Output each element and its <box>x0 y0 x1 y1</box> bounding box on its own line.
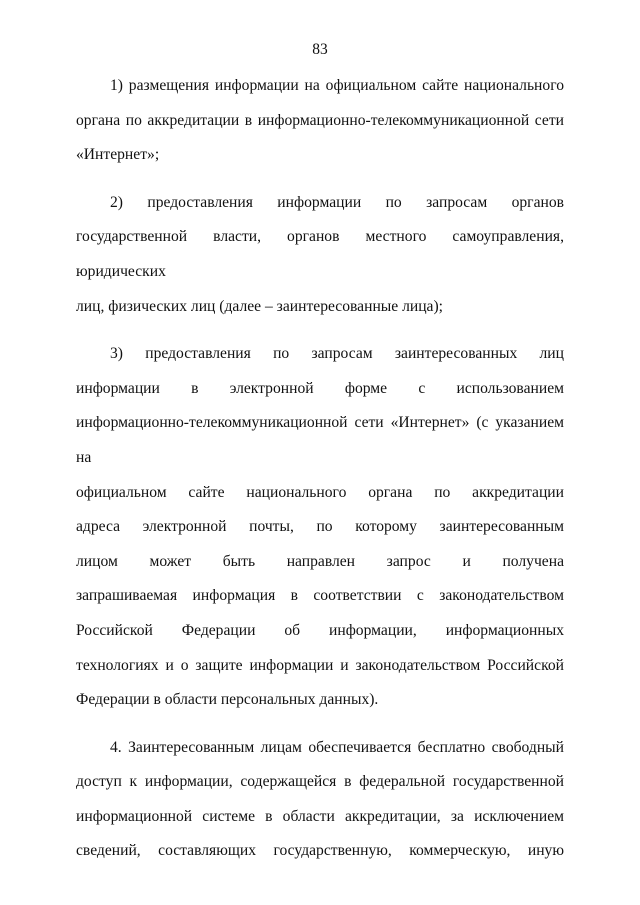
paragraph-item-1 <box>76 69 564 173</box>
text-line: 1) размещения информации на официальном сайте национального <box>110 77 564 94</box>
text-line: государственной власти, органов местного самоуправления, юридических <box>76 228 564 280</box>
text-line: 3) предоставления по запросам заинтересованных лиц <box>110 345 564 363</box>
text-line: запрашиваемая информация в соответствии с законодательством <box>76 587 564 605</box>
text-line: 2) предоставления информации по запросам органов <box>110 193 564 211</box>
text-line: сведений, составляющих государственную, коммерческую, иную <box>76 842 564 860</box>
text-line: Федерации в области персональных данных). <box>76 691 379 709</box>
text-line: официальном сайте национального органа по аккредитации <box>76 483 564 501</box>
text-line: лицом может быть направлен запрос и получена <box>76 552 564 570</box>
paragraph-item-3 <box>76 337 564 718</box>
text-line: Российской Федерации об информации, информационных <box>76 621 564 639</box>
paragraph-4 <box>76 731 564 869</box>
text-line: «Интернет»; <box>76 146 160 164</box>
text-line: информации в электронной форме с использованием <box>76 379 564 397</box>
text-line: технологиях и о защите информации и законодательством Российской <box>76 656 564 674</box>
text-line: информационно-телекоммуникационной сети «Интернет» (с указанием на <box>76 414 564 466</box>
text-line: доступ к информации, содержащейся в федеральной государственной <box>76 773 564 791</box>
document-body <box>76 69 564 882</box>
text-line: адреса электронной почты, по которому заинтересованным <box>76 518 564 536</box>
paragraph-item-2 <box>76 186 564 324</box>
text-line: 4. Заинтересованным лицам обеспечивается бесплатно свободный <box>110 738 564 756</box>
text-line: лиц, физических лиц (далее – заинтересованные лица); <box>76 297 444 315</box>
text-line: органа по аккредитации в информационно-телекоммуникационной сети <box>76 111 564 129</box>
text-line: информационной системе в области аккредитации, за исключением <box>76 807 564 825</box>
page-number: 83 <box>312 41 328 58</box>
